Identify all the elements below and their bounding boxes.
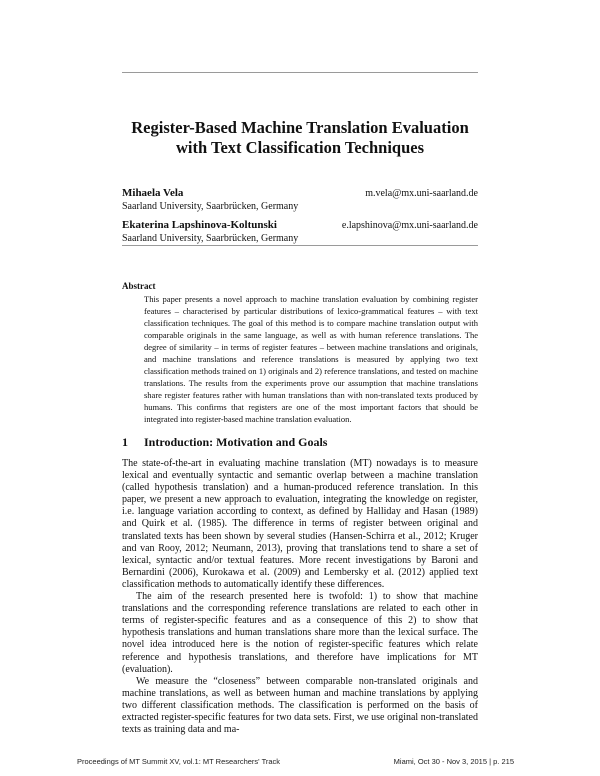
abstract-heading: Abstract <box>122 281 156 291</box>
paragraph: We measure the “closeness” between comparable non-translated originals and machine translations, as well as between human and machine translations by applying two different classification methods. The classification is performed on the basis of extracted register-specific features for two data sets. First, we use original non-translated texts as training data and ma- <box>122 675 478 736</box>
top-rule <box>122 72 478 73</box>
author-affiliation: Saarland University, Saarbrücken, Germany <box>122 201 299 212</box>
author-name: Mihaela Vela <box>122 187 184 199</box>
section-heading <box>122 435 327 450</box>
author-name: Ekaterina Lapshinova-Koltunski <box>122 219 277 231</box>
separator-rule <box>122 245 478 246</box>
footer-page-info: Miami, Oct 30 - Nov 3, 2015 | p. 215 <box>393 757 514 766</box>
paper-title-line-1: Register-Based Machine Translation Evaluation <box>131 118 469 137</box>
abstract-text: This paper presents a novel approach to machine translation evaluation by combining register features – characterised by particular distributions of lexico-grammatical features – with text classification techniques. The goal of this method is to compare machine translation output with comparable originals in the same language, as well as with human reference translations. The degree of similarity – in terms of register features – between machine translations and originals, and machine translations and reference translations is measured by applying two text classification methods trained on 1) originals and 2) reference translations, and tested on machine translations. The results from the experiments prove our assumption that machine translations share register features rather with human translations than with non-translated texts produced by humans. This confirms that registers are one of the most important factors that should be integrated into register-based machine translation evaluation. <box>144 294 478 424</box>
section-body <box>122 458 478 736</box>
paper-title-line-2: with Text Classification Techniques <box>175 138 424 157</box>
author-email: e.lapshinova@mx.uni-saarland.de <box>341 220 478 231</box>
section-number: 1 <box>122 435 128 449</box>
author-email: m.vela@mx.uni-saarland.de <box>365 188 478 199</box>
author-affiliation: Saarland University, Saarbrücken, Germany <box>122 233 299 244</box>
paragraph: The state-of-the-art in evaluating machine translation (MT) nowadays is to measure lexical and eventually syntactic and semantic overlap between a machine translation (called hypothesis translation) and a human-produced reference translation. In this paper, we present a new approach to evaluation, integrating the knowledge on register, i.e. language variation according to context, as defined by Halliday and Hasan (1989) and Quirk et al. (1985). The difference in terms of register between original and translated texts has been shown by several studies (Hansen-Schirra et al., 2012; Kruger and van Rooy, 2012; Neumann, 2013), proving that translations tend to share a set of lexical, syntactic and/or textual features. More recent investigations by Baroni and Bernardini (2006), Kurokawa et al. (2009) and Lembersky et al. (2012) applied text classification methods to automatically identify these differences. <box>122 458 478 590</box>
footer-proceedings: Proceedings of MT Summit XV, vol.1: MT Researchers' Track <box>77 757 281 766</box>
paragraph: The aim of the research presented here is twofold: 1) to show that machine translations and the corresponding reference translations are related to each other in terms of register-specific features and as a consequence of this 2) to show that hypothesis translations and human translations share more than the lexical surface. The novel idea introduced here is the notion of register-specific features which relate reference and hypothesis translations, and therefore have implications for MT (evaluation). <box>122 591 478 675</box>
section-title: Introduction: Motivation and Goals <box>144 435 328 449</box>
